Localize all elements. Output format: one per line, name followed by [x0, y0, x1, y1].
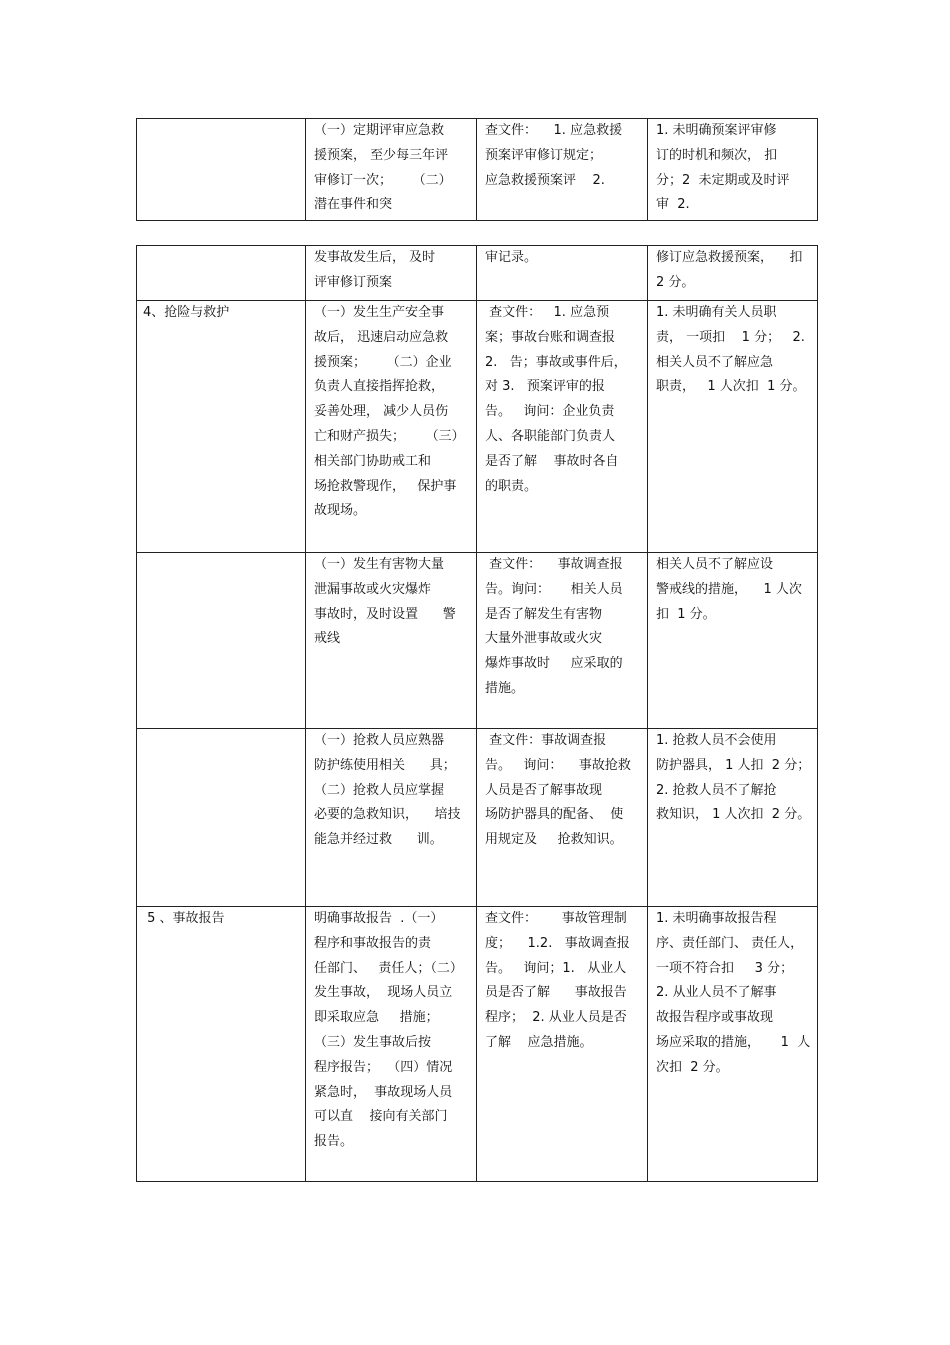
table-cell [137, 907, 305, 1181]
table-top [136, 118, 818, 221]
cell-text: （一）发生生产安全事 故后， 迅速启动应急救 援预案； （二）企业 负责人直接指挥抢救， 妥善处理， 减少人员伤 亡和财产损失； （三） 相关部门协助戒工和 场抢救警现作， 保护事 故现场。 [314, 305, 465, 519]
table-row [137, 300, 817, 552]
cell-text: （一）发生有害物大量 泄漏事故或火灾爆炸 事故时，及时设置 警 戒线 [314, 557, 456, 647]
table-cell [137, 729, 305, 906]
cell-text: 发事故发生后， 及时 评审修订预案 [314, 250, 436, 290]
table-cell [305, 907, 476, 1181]
table-cell [305, 301, 476, 552]
cell-text: 1. 未明确预案评审修 订的时机和频次， 扣 分；2 未定期或及时评 审 2. [656, 123, 790, 213]
table-cell [137, 246, 305, 300]
cell-text: 查文件： 1. 应急救援 预案评审修订规定； 应急救援预案评 2. [485, 123, 623, 188]
cell-text: 查文件： 事故调查报 告。询问： 相关人员 是否了解发生有害物 大量外泄事故或火灾 爆炸事故时 应采取的 措施。 [485, 557, 623, 696]
table-cell [476, 246, 647, 300]
table-cell [476, 301, 647, 552]
table-cell [647, 301, 817, 552]
cell-text: （一）定期评审应急救 援预案， 至少每三年评 审修订一次； （二） 潜在事件和突 [314, 123, 452, 213]
table-cell [476, 907, 647, 1181]
cell-text: 1. 未明确有关人员职 责， 一项扣 1 分； 2. 相关人员不了解应急 职责， 1 人次扣 1 分。 [656, 305, 806, 395]
table-cell [137, 553, 305, 728]
category-label: 4、抢险与救护 [143, 305, 230, 320]
table-row [137, 906, 817, 1181]
table-cell [476, 553, 647, 728]
category-label: 5 、事故报告 [143, 911, 225, 926]
cell-text: （一）抢救人员应熟器 防护练使用相关 具； （二）抢救人员应掌握 必要的急救知识， 培技 能急并经过救 训。 [314, 733, 461, 848]
cell-text: 查文件：事故调查报 告。 询问： 事故抢救 人员是否了解事故现 场防护器具的配备、 使 用规定及 抢救知识。 [485, 733, 631, 848]
table-row [137, 728, 817, 906]
cell-text: 1. 未明确事故报告程 序、责任部门、 责任人， 一项不符合扣 3 分； 2. 从业人员不了解事 故报告程序或事故现 场应采取的措施， 1 人 次扣 2 分。 [656, 911, 811, 1075]
table-cell [137, 119, 305, 220]
cell-text: 相关人员不了解应设 警戒线的措施， 1 人次 扣 1 分。 [656, 557, 802, 622]
table-cell [137, 301, 305, 552]
table-cell [305, 246, 476, 300]
table-cell [647, 553, 817, 728]
cell-text: 修订应急救援预案， 扣 2 分。 [656, 250, 803, 290]
table-main [136, 245, 818, 1182]
table-cell [305, 553, 476, 728]
table-cell [305, 729, 476, 906]
table-cell [647, 729, 817, 906]
table-row [137, 552, 817, 728]
cell-text: 1. 抢救人员不会使用 防护器具， 1 人扣 2 分； 2. 抢救人员不了解抢 救知识， 1 人次扣 2 分。 [656, 733, 811, 823]
cell-text: 查文件： 1. 应急预 案；事故台账和调查报 2. 告；事故或事件后， 对 3. 预案评审的报 告。 询问：企业负责 人、各职能部门负责人 是否了解 事故时各自 的职责。 [485, 305, 627, 494]
table-row [137, 119, 817, 220]
table-cell [476, 729, 647, 906]
table-cell [305, 119, 476, 220]
table-cell [647, 119, 817, 220]
table-row [137, 246, 817, 300]
cell-text: 明确事故报告 .（一） 程序和事故报告的责 任部门、 责任人；（二） 发生事故， 现场人员立 即采取应急 措施； （三）发生事故后按 程序报告； （四）情况 紧急时， 事故现场人员 可以直 接向有关部门 报告。 [314, 911, 463, 1150]
table-cell [647, 907, 817, 1181]
cell-text: 查文件： 事故管理制 度； 1.2. 事故调查报 告。 询问；1. 从业人 员是否了解 事故报告 程序； 2. 从业人员是否 了解 应急措施。 [485, 911, 630, 1050]
table-cell [647, 246, 817, 300]
table-cell [476, 119, 647, 220]
cell-text: 审记录。 [485, 250, 538, 265]
